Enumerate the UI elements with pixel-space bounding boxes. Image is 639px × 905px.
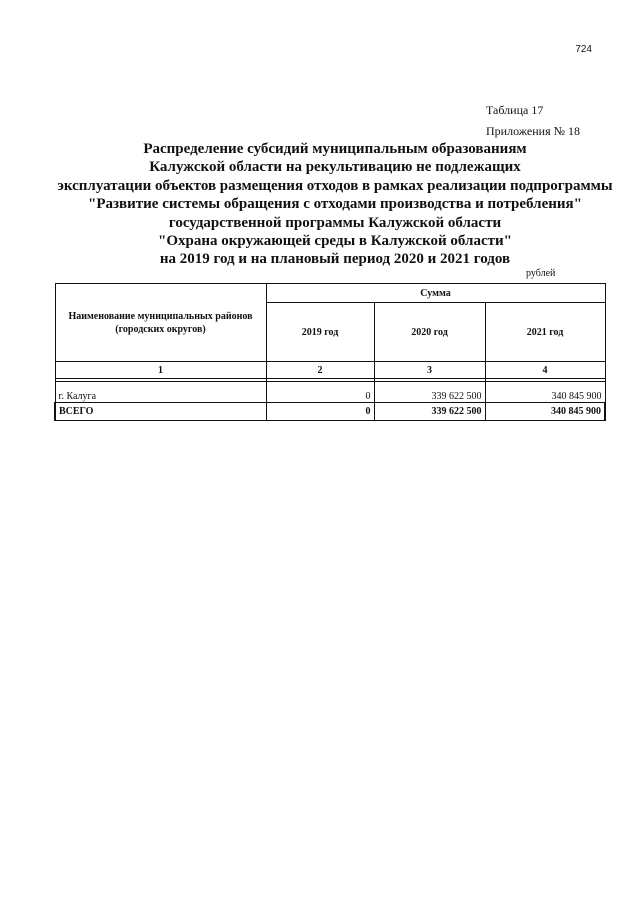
title-line: Распределение субсидий муниципальным образованиям xyxy=(143,141,527,157)
page-number: 724 xyxy=(575,44,592,55)
header-year-2020: 2020 год xyxy=(374,303,485,362)
total-value-2021: 340 845 900 xyxy=(485,403,605,421)
row-value-2020: 339 622 500 xyxy=(374,382,485,403)
column-number: 3 xyxy=(374,362,485,379)
column-number-row xyxy=(55,362,605,379)
total-name: ВСЕГО xyxy=(55,403,266,421)
table-label: Таблица 17 xyxy=(486,103,544,117)
total-value-2019: 0 xyxy=(266,403,374,421)
column-number: 2 xyxy=(266,362,374,379)
subsidy-table xyxy=(54,283,606,421)
title-line: "Развитие системы обращения с отходами производства и потребления" xyxy=(88,196,582,213)
title-line: эксплуатации объектов размещения отходов в рамках реализации подпрограммы xyxy=(57,177,613,194)
title-line: "Охрана окружающей среды в Калужской области" xyxy=(158,233,512,250)
appendix-label: Приложения № 18 xyxy=(486,124,581,138)
title-line: на 2019 год и на плановый период 2020 и 2021 годов xyxy=(159,251,511,268)
unit-label: рублей xyxy=(526,268,556,279)
row-value-2021: 340 845 900 xyxy=(485,382,605,403)
title-line: государственной программы Калужской области xyxy=(168,214,502,231)
title-line: Калужской области на рекультивацию не подлежащих xyxy=(149,159,521,176)
document-title xyxy=(40,140,630,269)
header-sum: Сумма xyxy=(266,284,605,303)
table-row xyxy=(55,382,605,403)
header-year-2021: 2021 год xyxy=(485,303,605,362)
row-value-2019: 0 xyxy=(266,382,374,403)
column-number: 1 xyxy=(55,362,266,379)
total-value-2020: 339 622 500 xyxy=(374,403,485,421)
total-row xyxy=(55,403,605,421)
column-number: 4 xyxy=(485,362,605,379)
header-name: Наименование муниципальных районов (городских округов) xyxy=(55,284,266,362)
header-year-2019: 2019 год xyxy=(266,303,374,362)
row-name: г. Калуга xyxy=(55,382,266,403)
